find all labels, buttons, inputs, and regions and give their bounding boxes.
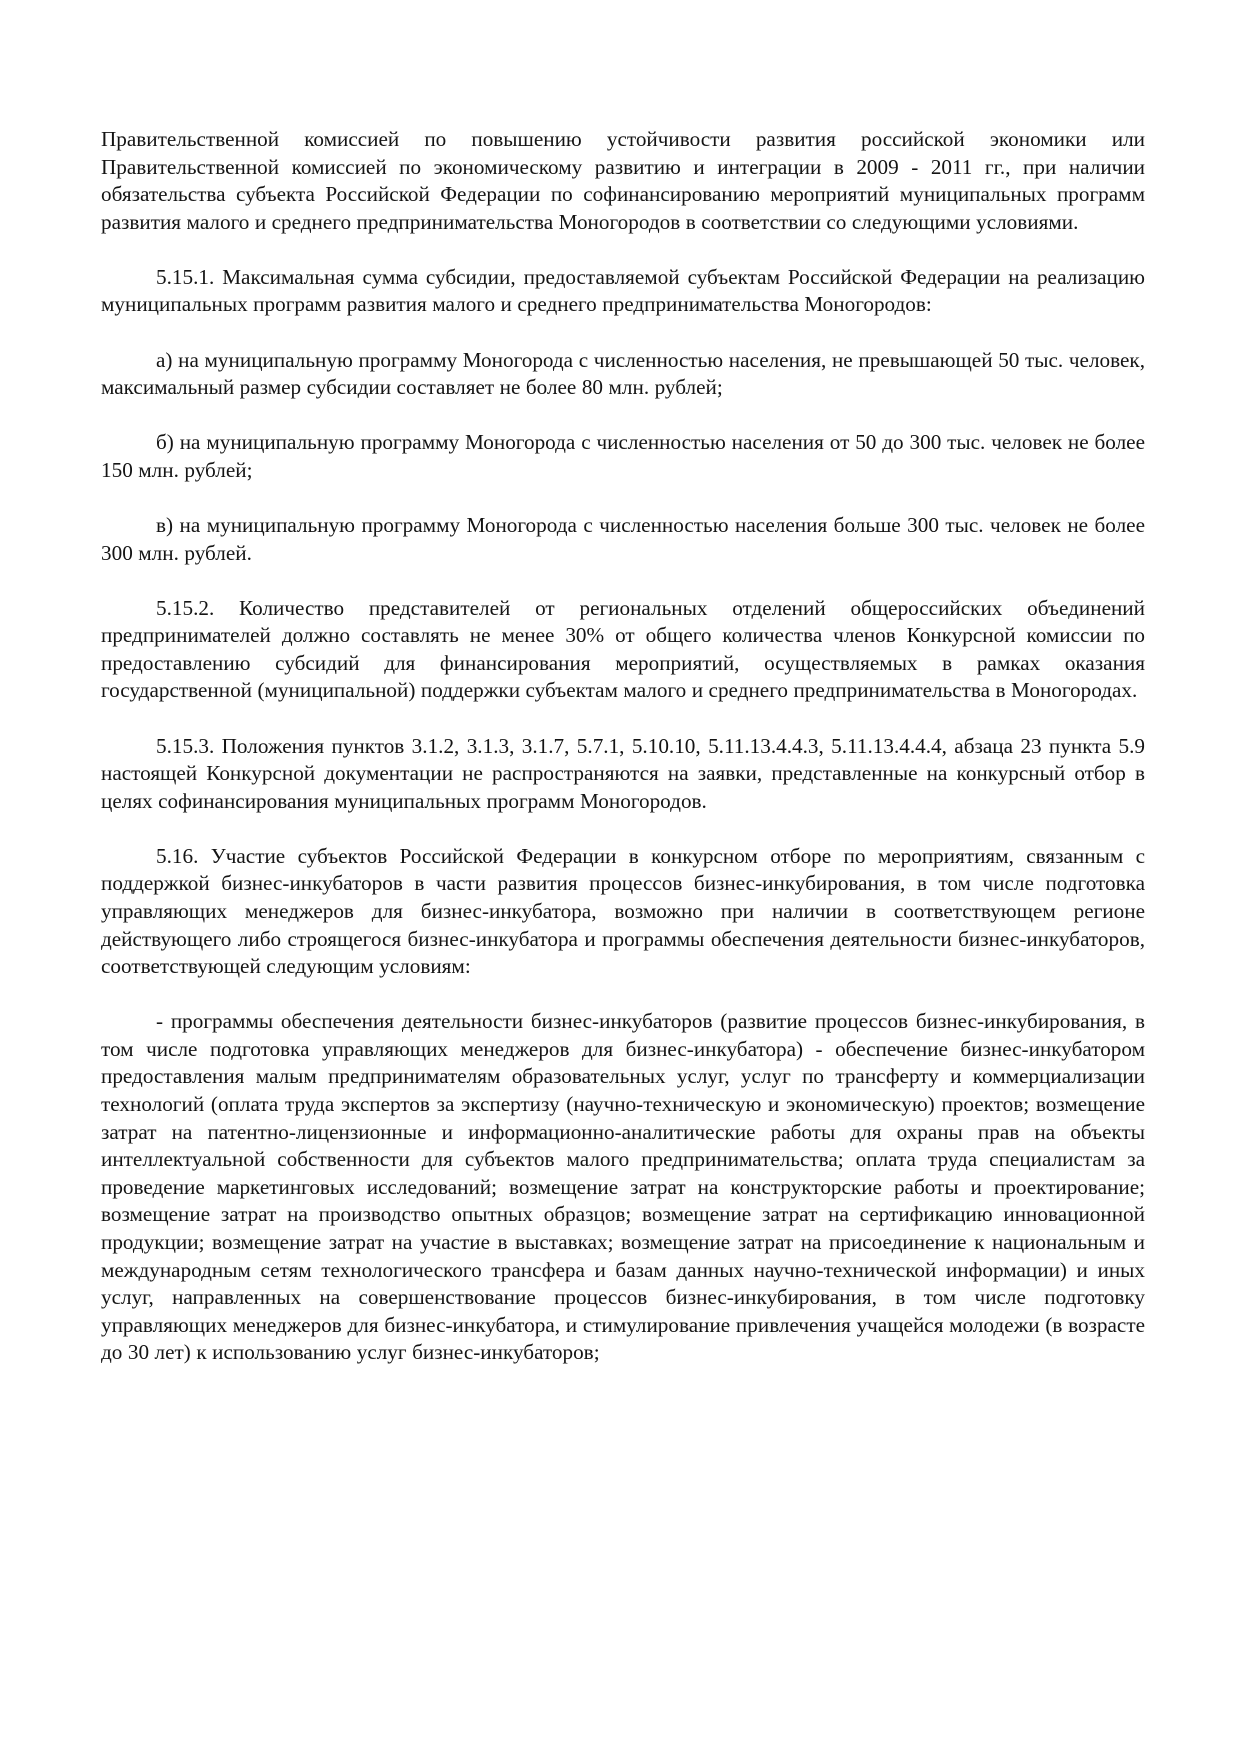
- document-text-body: [101, 126, 1145, 1367]
- paragraph-item-v: в) на муниципальную программу Моногорода с численностью населения больше 300 тыс. человек не более 300 млн. рублей.: [101, 512, 1145, 565]
- paragraph-dash-item: - программы обеспечения деятельности бизнес-инкубаторов (развитие процессов бизнес-инкубирования, в том числе подготовка управляющих менеджеров для бизнес-инкубатора) - обеспечение бизнес-инкубатором предоставления малым предпринимателям образовательных услуг, услуг по трансферту и коммерциализации технологий (оплата труда экспертов за экспертизу (научно-техническую и экономическую) проектов; возмещение затрат на патентно-лицензионные и информационно-аналитические работы для охраны прав на объекты интеллектуальной собственности для субъектов малого предпринимательства; оплата труда специалистам за проведение маркетинговых исследований; возмещение затрат на конструкторские работы и проектирование; возмещение затрат на производство опытных образцов; возмещение затрат на сертификацию инновационной продукции; возмещение затрат на участие в выставках; возмещение затрат на присоединение к национальным и международным сетям технологического трансфера и базам данных научно-технической информации) и иных услуг, направленных на совершенствование процессов бизнес-инкубирования, в том числе подготовку управляющих менеджеров для бизнес-инкубатора, и стимулирование привлечения учащейся молодежи (в возрасте до 30 лет) к использованию услуг бизнес-инкубаторов;: [101, 1009, 1145, 1365]
- paragraph-5-15-1: 5.15.1. Максимальная сумма субсидии, предоставляемой субъектам Российской Федерации на реализацию муниципальных программ развития малого и среднего предпринимательства Моногородов:: [101, 264, 1145, 317]
- paragraph-item-b: б) на муниципальную программу Моногорода с численностью населения от 50 до 300 тыс. человек не более 150 млн. рублей;: [101, 430, 1145, 482]
- paragraph-5-16: 5.16. Участие субъектов Российской Федерации в конкурсном отборе по мероприятиям, связанным с поддержкой бизнес-инкубаторов в части развития процессов бизнес-инкубирования, в том числе подготовка управляющих менеджеров для бизнес-инкубатора, возможно при наличии в соответствующем регионе действующего либо строящегося бизнес-инкубатора и программы обеспечения деятельности бизнес-инкубаторов, соответствующей следующим условиям:: [101, 843, 1145, 979]
- paragraph-5-15-2: 5.15.2. Количество представителей от региональных отделений общероссийских объединений предпринимателей должно составлять не менее 30% от общего количества членов Конкурсной комиссии по предоставлению субсидий для финансирования мероприятий, осуществляемых в рамках оказания государственной (муниципальной) поддержки субъектам малого и среднего предпринимательства в Моногородах.: [101, 595, 1145, 703]
- paragraph-item-a: а) на муниципальную программу Моногорода с численностью населения, не превышающей 50 тыс. человек, максимальный размер субсидии составляет не более 80 млн. рублей;: [101, 347, 1145, 400]
- paragraph-intro-continuation: Правительственной комиссией по повышению устойчивости развития российской экономики или Правительственной комиссией по экономическому развитию и интеграции в 2009 - 2011 гг., при наличии обязательства субъекта Российской Федерации по софинансированию мероприятий муниципальных программ развития малого и среднего предпринимательства Моногородов в соответствии со следующими условиями.: [101, 127, 1145, 234]
- paragraph-5-15-3: 5.15.3. Положения пунктов 3.1.2, 3.1.3, 3.1.7, 5.7.1, 5.10.10, 5.11.13.4.4.3, 5.11.13.4.4.4, абзаца 23 пункта 5.9 настоящей Конкурсной документации не распространяются на заявки, представленные на конкурсный отбор в целях софинансирования муниципальных программ Моногородов.: [101, 733, 1145, 813]
